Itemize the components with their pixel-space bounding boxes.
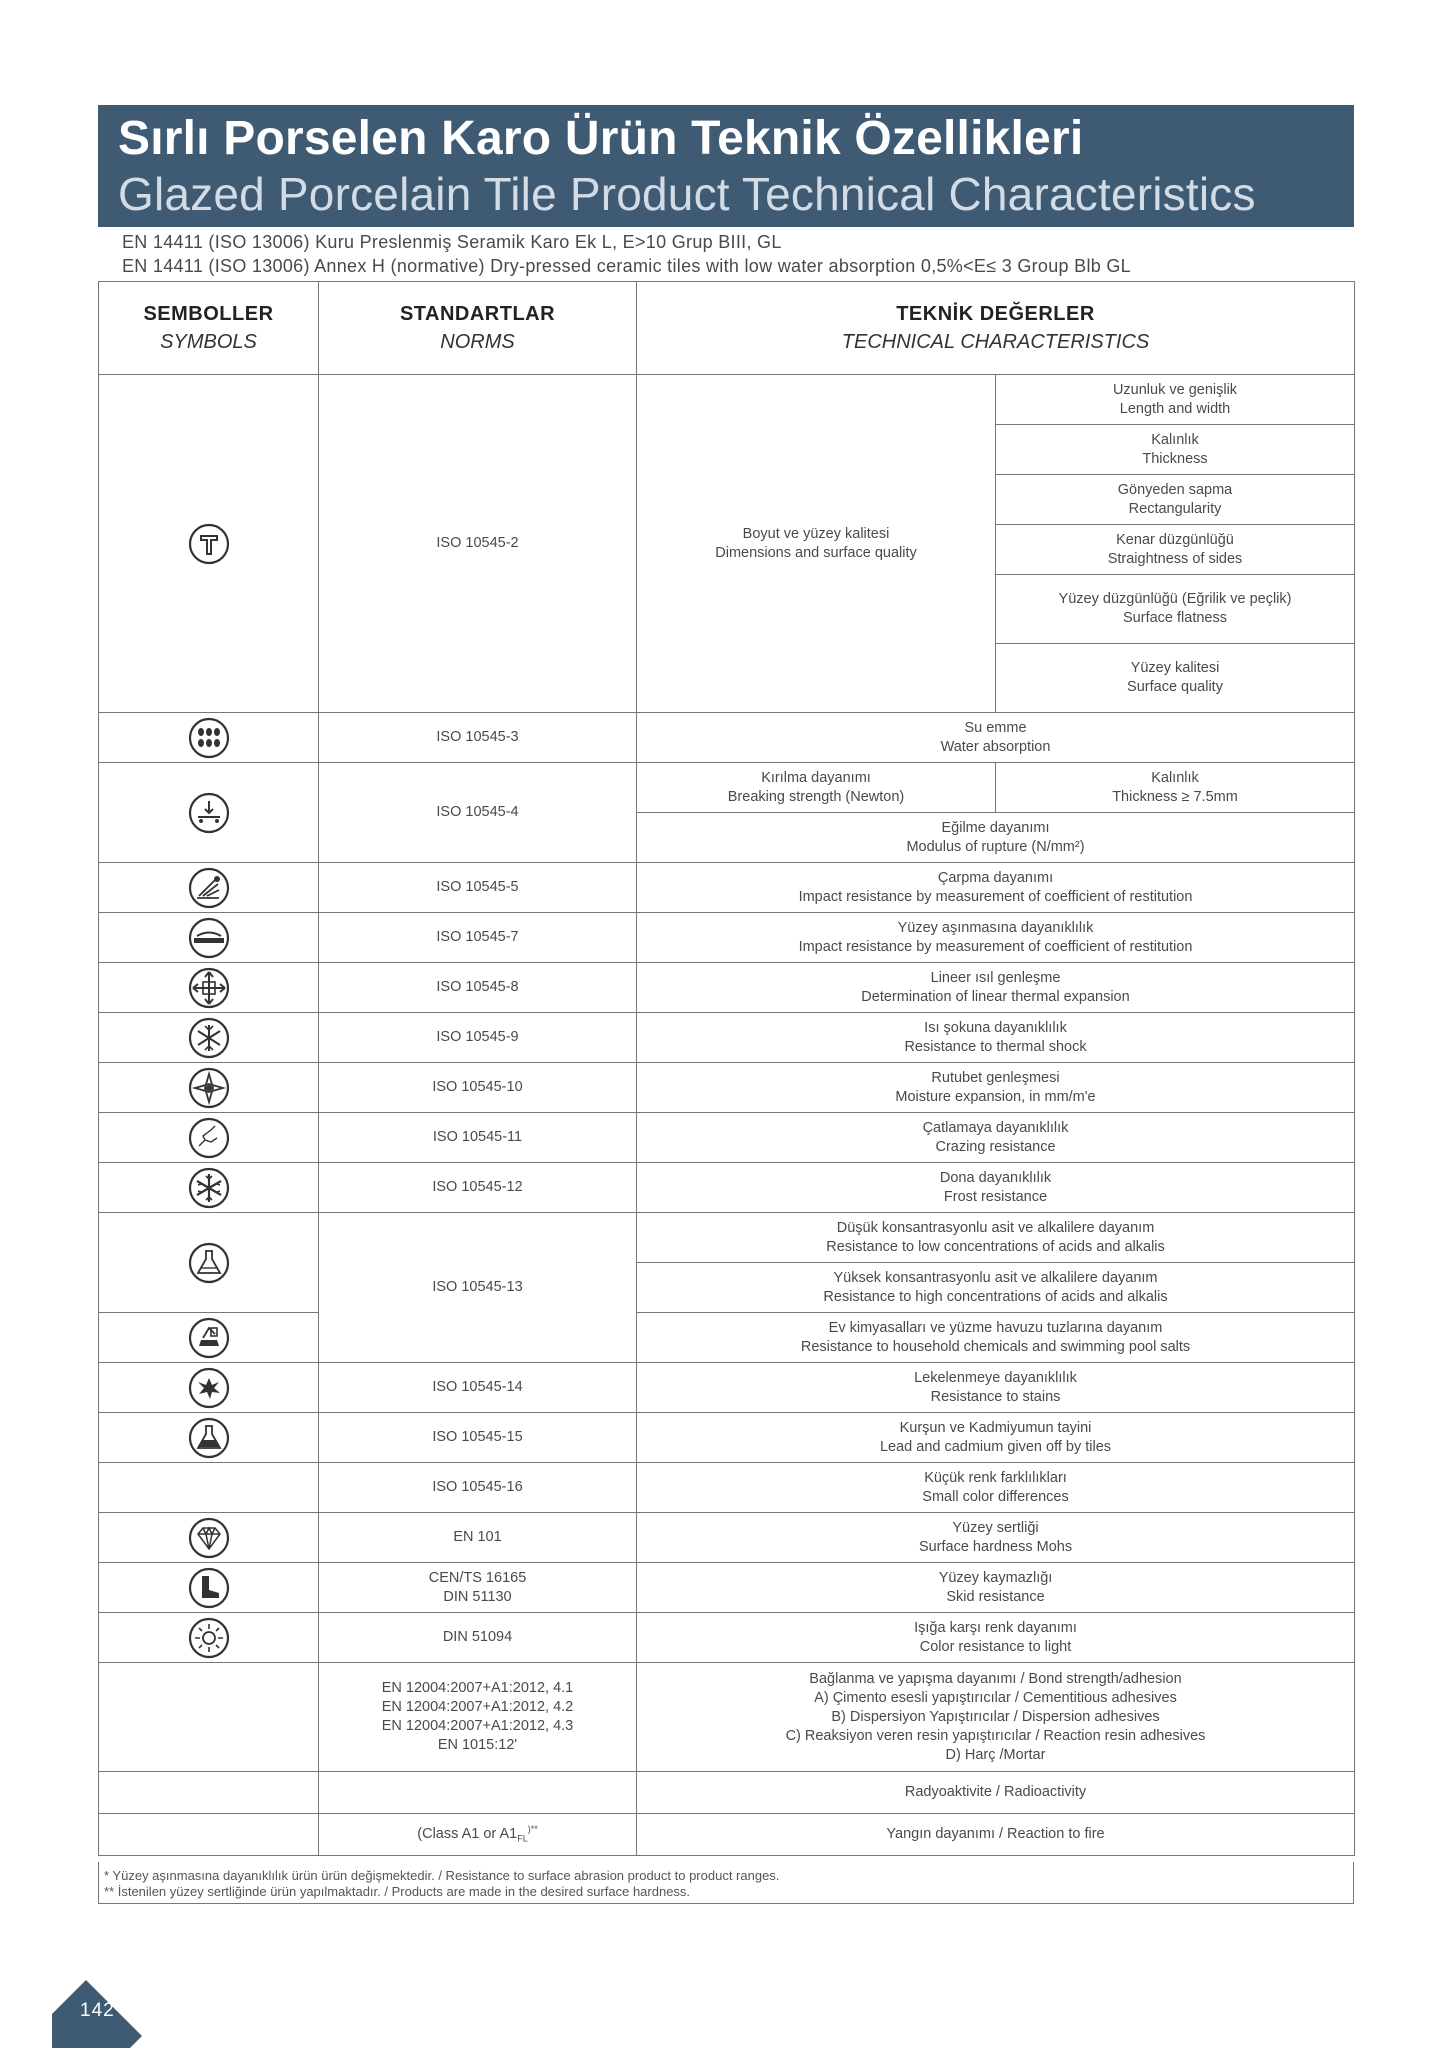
norm-cell [319, 1772, 637, 1814]
title-banner [98, 105, 1354, 227]
characteristic-cell: Kırılma dayanımı Breaking strength (Newton) [637, 763, 996, 813]
abrasion-icon [187, 916, 231, 960]
norm-cell: ISO 10545-14 [319, 1363, 637, 1413]
norm-cell: EN 12004:2007+A1:2012, 4.1 EN 12004:2007+A1:2012, 4.2 EN 12004:2007+A1:2012, 4.3 EN 1015:12' [319, 1663, 637, 1772]
footnote: ** İstenilen yüzey sertliğinde ürün yapılmaktadır. / Products are made in the desired surface hardness. [104, 1884, 691, 1899]
norm-cell: ISO 10545-9 [319, 1013, 637, 1063]
characteristic-cell: Ev kimyasalları ve yüzme havuzu tuzlarına dayanım Resistance to household chemicals and swimming pool salts [637, 1313, 1355, 1363]
symbol-cell [99, 1313, 319, 1363]
symbol-cell [99, 713, 319, 763]
norm-cell: DIN 51094 [319, 1613, 637, 1663]
characteristic-cell: Düşük konsantrasyonlu asit ve alkalilere dayanım Resistance to low concentrations of acids and alkalis [637, 1213, 1355, 1263]
table-row [99, 1113, 1355, 1163]
symbol-cell [99, 1663, 319, 1772]
table-row [99, 1063, 1355, 1113]
characteristic-cell: Su emme Water absorption [637, 713, 1355, 763]
symbol-cell [99, 1814, 319, 1856]
lead-flask-icon [187, 1416, 231, 1460]
table-row [99, 1613, 1355, 1663]
characteristic-cell: Lekelenmeye dayanıklılık Resistance to stains [637, 1363, 1355, 1413]
norm-cell: ISO 10545-16 [319, 1463, 637, 1513]
footnote: * Yüzey aşınmasına dayanıklılık ürün ürün değişmektedir. / Resistance to surface abrasion product to product ranges. [104, 1868, 780, 1883]
characteristic-cell: Radyoaktivite / Radioactivity [637, 1772, 1355, 1814]
characteristic-cell: Işığa karşı renk dayanımı Color resistance to light [637, 1613, 1355, 1663]
symbol-cell [99, 1163, 319, 1213]
norm-cell: ISO 10545-3 [319, 713, 637, 763]
household-chemicals-icon [187, 1316, 231, 1360]
col-header-norms: STANDARTLAR NORMS [319, 282, 637, 375]
table-row [99, 1163, 1355, 1213]
characteristic-cell: Kurşun ve Kadmiyumun tayini Lead and cadmium given off by tiles [637, 1413, 1355, 1463]
characteristic-cell: Yüksek konsantrasyonlu asit ve alkalilere dayanım Resistance to high concentrations of acids and alkalis [637, 1263, 1355, 1313]
norm-cell: CEN/TS 16165 DIN 51130 [319, 1563, 637, 1613]
characteristic-cell: Yüzey kaymazlığı Skid resistance [637, 1563, 1355, 1613]
table-row [99, 763, 1355, 813]
flask-icon [187, 1241, 231, 1285]
sub-characteristic-cell: Uzunluk ve genişlik Length and width [996, 375, 1355, 425]
sub-characteristic-cell: Kenar düzgünlüğü Straightness of sides [996, 525, 1355, 575]
table-row [99, 1513, 1355, 1563]
symbol-cell [99, 763, 319, 863]
symbol-cell [99, 1513, 319, 1563]
characteristic-cell: Rutubet genleşmesi Moisture expansion, in mm/m'e [637, 1063, 1355, 1113]
norm-cell: ISO 10545-10 [319, 1063, 637, 1113]
characteristic-cell: Bağlanma ve yapışma dayanımı / Bond strength/adhesion A) Çimento esesli yapıştırıcılar / Cementitious adhesives B) Dispersiyon Yapıştırıcılar / Dispersion adhesives C) Reaksiyon veren resin yapıştırıcılar / Reaction resin adhesives D) Harç /Mortar [637, 1663, 1355, 1772]
col-header-technical: TEKNİK DEĞERLER TECHNICAL CHARACTERISTICS [637, 282, 1355, 375]
thermal-shock-icon [187, 1016, 231, 1060]
characteristic-cell: Çatlamaya dayanıklılık Crazing resistance [637, 1113, 1355, 1163]
symbol-cell [99, 1013, 319, 1063]
crazing-icon [187, 1116, 231, 1160]
characteristic-cell: Lineer ısıl genleşme Determination of linear thermal expansion [637, 963, 1355, 1013]
characteristic-cell: Küçük renk farklılıkları Small color differences [637, 1463, 1355, 1513]
norm-cell: ISO 10545-7 [319, 913, 637, 963]
symbol-cell [99, 1363, 319, 1413]
col-header-symbols: SEMBOLLER SYMBOLS [99, 282, 319, 375]
characteristic-cell: Boyut ve yüzey kalitesi Dimensions and surface quality [637, 375, 996, 713]
table-row [99, 963, 1355, 1013]
symbol-cell [99, 963, 319, 1013]
symbol-cell [99, 1063, 319, 1113]
caliper-icon [187, 522, 231, 566]
stain-icon [187, 1366, 231, 1410]
page-title: Sırlı Porselen Karo Ürün Teknik Özellikleri [118, 112, 1084, 165]
symbol-cell [99, 1613, 319, 1663]
characteristic-cell: Isı şokuna dayanıklılık Resistance to thermal shock [637, 1013, 1355, 1063]
page-number: 142 [80, 2000, 115, 2021]
boot-icon [187, 1566, 231, 1610]
moisture-expansion-icon [187, 1066, 231, 1110]
symbol-cell [99, 1413, 319, 1463]
table-header-row [99, 282, 1355, 375]
table-row [99, 1814, 1355, 1856]
frost-icon [187, 1166, 231, 1210]
characteristic-cell: Dona dayanıklılık Frost resistance [637, 1163, 1355, 1213]
impact-icon [187, 866, 231, 910]
norm-cell: ISO 10545-8 [319, 963, 637, 1013]
sub-characteristic-cell: Yüzey kalitesi Surface quality [996, 644, 1355, 713]
page-subtitle: Glazed Porcelain Tile Product Technical Characteristics [118, 168, 1256, 220]
norm-cell: ISO 10545-15 [319, 1413, 637, 1463]
table-row [99, 1363, 1355, 1413]
footnotes [104, 1868, 779, 1900]
norm-cell: ISO 10545-12 [319, 1163, 637, 1213]
norm-cell: (Class A1 or $A1_{FL}^{)**}$ [319, 1814, 637, 1856]
breaking-strength-icon [187, 791, 231, 835]
characteristic-cell: Çarpma dayanımı Impact resistance by measurement of coefficient of restitution [637, 863, 1355, 913]
norm-cell: ISO 10545-5 [319, 863, 637, 913]
table-row [99, 1563, 1355, 1613]
characteristic-cell: Eğilme dayanımı Modulus of rupture (N/mm²) [637, 813, 1355, 863]
symbol-cell [99, 863, 319, 913]
water-drops-icon [187, 716, 231, 760]
sub-characteristic-cell: Gönyeden sapma Rectangularity [996, 475, 1355, 525]
table-row [99, 1213, 1355, 1263]
table-row [99, 1463, 1355, 1513]
standard-line-tr: EN 14411 (ISO 13006) Kuru Preslenmiş Seramik Karo Ek L, E>10 Grup BIII, GL [122, 232, 782, 252]
table-row [99, 1413, 1355, 1463]
characteristic-cell: Yüzey aşınmasına dayanıklılık Impact resistance by measurement of coefficient of restitution [637, 913, 1355, 963]
characteristic-cell: Kalınlık Thickness ≥ 7.5mm [996, 763, 1355, 813]
norm-cell: EN 101 [319, 1513, 637, 1563]
table-row [99, 1013, 1355, 1063]
sub-characteristic-cell: Kalınlık Thickness [996, 425, 1355, 475]
symbol-cell [99, 913, 319, 963]
norm-cell: ISO 10545-13 [319, 1213, 637, 1363]
symbol-cell [99, 1213, 319, 1313]
table-row [99, 863, 1355, 913]
table-row [99, 713, 1355, 763]
symbol-cell [99, 1463, 319, 1513]
table-row [99, 913, 1355, 963]
thermal-expansion-icon [187, 966, 231, 1010]
symbol-cell [99, 375, 319, 713]
symbol-cell [99, 1113, 319, 1163]
table-row [99, 375, 1355, 425]
characteristic-cell: Yangın dayanımı / Reaction to fire [637, 1814, 1355, 1856]
norm-cell: ISO 10545-4 [319, 763, 637, 863]
symbol-cell [99, 1563, 319, 1613]
table-row [99, 1772, 1355, 1814]
norm-cell: ISO 10545-11 [319, 1113, 637, 1163]
standard-line-en: EN 14411 (ISO 13006) Annex H (normative) Dry-pressed ceramic tiles with low water absorption 0,5%<E≤ 3 Group Blb GL [122, 256, 1131, 276]
norm-cell: ISO 10545-2 [319, 375, 637, 713]
sub-characteristic-cell: Yüzey düzgünlüğü (Eğrilik ve peçlik) Surface flatness [996, 575, 1355, 644]
table-row [99, 1663, 1355, 1772]
diamond-icon [187, 1516, 231, 1560]
characteristic-cell: Yüzey sertliği Surface hardness Mohs [637, 1513, 1355, 1563]
spec-table [98, 281, 1355, 1856]
symbol-cell [99, 1772, 319, 1814]
sun-icon [187, 1616, 231, 1660]
